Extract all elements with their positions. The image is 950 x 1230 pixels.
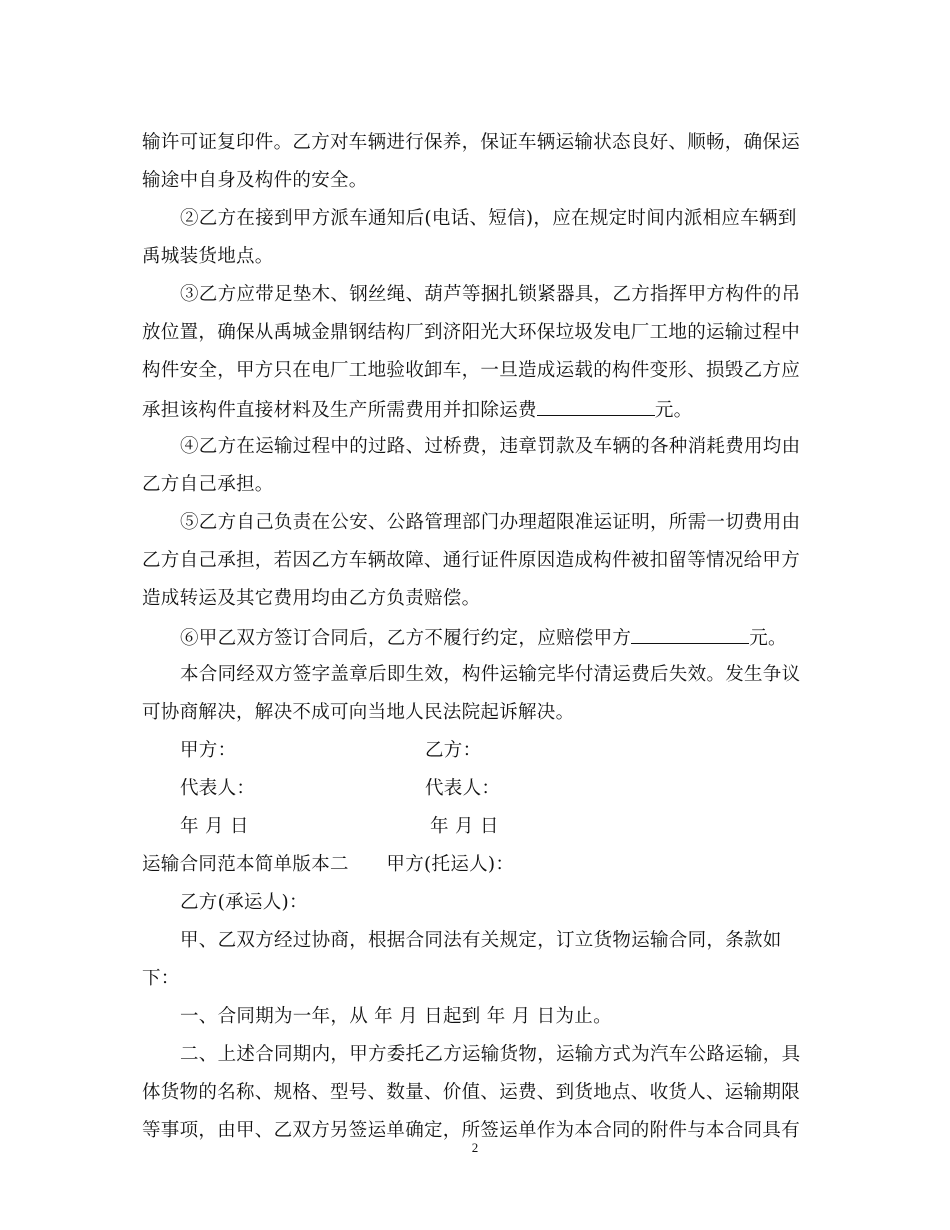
line-text: 元。 <box>749 628 787 649</box>
paragraph-line <box>142 397 692 423</box>
line-text: 承担该构件直接材料及生产所需费用并扣除运费 <box>142 400 537 421</box>
party-a-label: 甲方： <box>180 740 237 761</box>
paragraph-line: 乙方自己承担，若因乙方车辆故障、通行证件原因造成构件被扣留等情况给甲方 <box>142 550 801 571</box>
paragraph-line: 造成转运及其它费用均由乙方负责赔偿。 <box>142 588 481 609</box>
clause-3-line: ③乙方应带足垫木、钢丝绳、葫芦等捆扎锁紧器具，乙方指挥甲方构件的吊 <box>180 284 801 305</box>
section-heading: 运输合同范本简单版本二 甲方(托运人)： <box>142 854 515 875</box>
fill-in-blank <box>631 625 749 644</box>
paragraph-line: 乙方(承运人)： <box>180 892 308 913</box>
fill-in-blank <box>537 397 655 416</box>
line-text: 元。 <box>654 400 693 421</box>
representative-b-label: 代表人： <box>425 778 501 799</box>
paragraph-line: 输许可证复印件。乙方对车辆进行保养，保证车辆运输状态良好、顺畅，确保运 <box>142 132 801 153</box>
clause-6-line <box>180 625 787 651</box>
clause-5-line: ⑤乙方自己负责在公安、公路管理部门办理超限准运证明，所需一切费用由 <box>180 512 801 533</box>
paragraph-line: 输途中自身及构件的安全。 <box>142 170 368 191</box>
clause-2-line: ②乙方在接到甲方派车通知后(电话、短信)，应在规定时间内派相应车辆到 <box>180 208 797 229</box>
date-a-label: 年 月 日 <box>180 816 249 837</box>
signature-row <box>180 739 482 763</box>
paragraph-line: 乙方自己承担。 <box>142 474 274 495</box>
paragraph-line: 等事项，由甲、乙双方另签运单确定，所签运单作为本合同的附件与本合同具有 <box>142 1120 801 1141</box>
line-text: ⑥甲乙双方签订合同后，乙方不履行约定，应赔偿甲方 <box>180 628 632 649</box>
paragraph-line: 可协商解决，解决不成可向当地人民法院起诉解决。 <box>142 702 575 723</box>
representative-a-label: 代表人： <box>180 778 256 799</box>
paragraph-line: 下： <box>142 968 180 989</box>
paragraph-line: 构件安全，甲方只在电厂工地验收卸车，一旦造成运载的构件变形、损毁乙方应 <box>142 360 801 381</box>
signature-row <box>180 777 501 801</box>
page-number: 2 <box>471 1140 479 1155</box>
party-b-label: 乙方： <box>425 740 482 761</box>
signature-row <box>180 815 499 839</box>
paragraph-line: 本合同经双方签字盖章后即生效，构件运输完毕付清运费后失效。发生争议 <box>180 664 801 685</box>
date-b-label: 年 月 日 <box>430 816 499 837</box>
article-1-line: 一、合同期为一年，从 年 月 日起到 年 月 日为止。 <box>180 1006 612 1027</box>
paragraph-line: 甲、乙双方经过协商，根据合同法有关规定，订立货物运输合同，条款如 <box>180 930 782 951</box>
paragraph-line: 体货物的名称、规格、型号、数量、价值、运费、到货地点、收货人、运输期限 <box>142 1082 801 1103</box>
clause-4-line: ④乙方在运输过程中的过路、过桥费，违章罚款及车辆的各种消耗费用均由 <box>180 436 801 457</box>
article-2-line: 二、上述合同期内，甲方委托乙方运输货物，运输方式为汽车公路运输，具 <box>180 1044 801 1065</box>
paragraph-line: 禹城装货地点。 <box>142 246 274 267</box>
paragraph-line: 放位置，确保从禹城金鼎钢结构厂到济阳光大环保垃圾发电厂工地的运输过程中 <box>142 322 801 343</box>
